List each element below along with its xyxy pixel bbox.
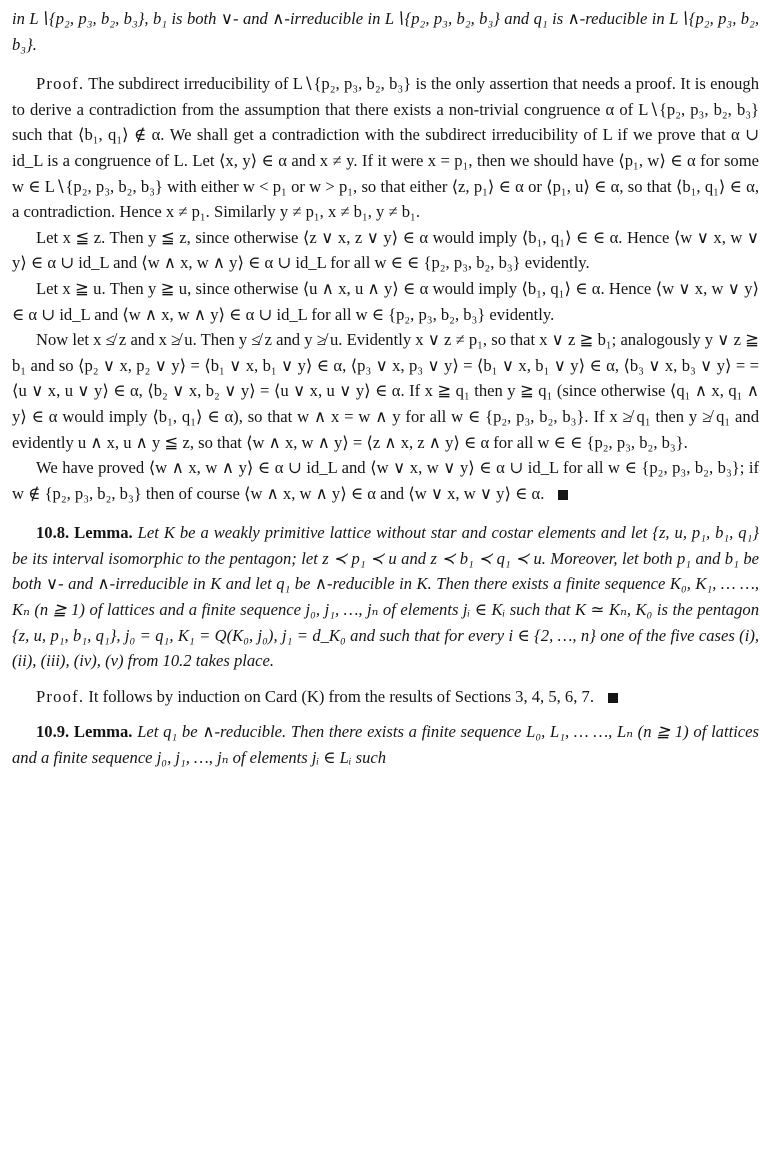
lemma-10-9-label: 10.9. Lemma. bbox=[36, 722, 133, 742]
paragraph-conclusion bbox=[12, 455, 759, 506]
paragraph-case-below-z: Let x ≦ z. Then y ≦ z, since otherwise ⟨z ∨ x, z ∨ y⟩ ∈ α would imply ⟨b₁, q₁⟩ ∈ ∈ α. Hence ⟨w ∨ x, w ∨ y⟩ ∈ α ∪ id_L and ⟨w ∧ x, w ∧ y⟩ ∈ α ∪ id_L for all w ∈ ∈ {p₂, p₃, b₂, b₃} evidently. bbox=[12, 227, 759, 273]
qed-symbol bbox=[608, 693, 618, 703]
lemma-10-8-label: 10.8. Lemma. bbox=[36, 523, 133, 543]
proof-label: Proof. bbox=[36, 74, 85, 94]
paragraph-case-above-u: Let x ≧ u. Then y ≧ u, since otherwise ⟨u ∧ x, u ∧ y⟩ ∈ α would imply ⟨b₁, q₁⟩ ∈ α. Hence ⟨w ∨ x, w ∨ y⟩ ∈ α ∪ id_L and ⟨w ∧ x, w ∧ y⟩ ∈ α ∪ id_L for all w ∈ {p₂, p₃, b₂, b₃} evidently. bbox=[12, 278, 759, 324]
proof-paragraph bbox=[12, 71, 759, 225]
proof-label: Proof. bbox=[36, 686, 85, 706]
lemma-10-9 bbox=[12, 719, 759, 770]
lemma-10-8-text: Let K be a weakly primitive lattice without star and costar elements and let {z, u, p₁, b₁, q₁} be its interval isomorphic to the pentagon; let z ≺ p₁ ≺ u and z ≺ b₁ ≺ q₁ ≺ u. Moreover, let both p₁ and b₁ be both ∨- and ∧-irreducible in K and let q₁ be ∧-reducible in K. Then there exists a finite sequence K₀, K₁, … …, Kₙ (n ≧ 1) of lattices and a finite sequence j₀, j₁, …, jₙ of elements jᵢ ∈ Kᵢ such that K ≃ Kₙ, K₀ is the pentagon {z, u, p₁, b₁, q₁}, j₀ = q₁, K₁ = Q(K₀, j₀), j₁ = d_K₀ and such that for every i ∈ {2, …, n} one of the five cases (i), (ii), (iii), (iv), (v) from 10.2 takes place. bbox=[12, 523, 759, 671]
paragraph-continuation: in L∖{p₂, p₃, b₂, b₃}, b₁ is both ∨- and ∧-irreducible in L∖{p₂, p₃, b₂, b₃} and q₁ is ∧-reducible in L∖{p₂, p₃, b₂, b₃}. bbox=[12, 9, 759, 54]
conclusion-text: We have proved ⟨w ∧ x, w ∧ y⟩ ∈ α ∪ id_L and ⟨w ∨ x, w ∨ y⟩ ∈ α ∪ id_L for all w ∈ {p₂, p₃, b₂, b₃}; if w ∉ {p₂, p₃, b₂, b₃} then of course ⟨w ∧ x, w ∧ y⟩ ∈ α and ⟨w ∨ x, w ∨ y⟩ ∈ α. bbox=[12, 458, 759, 503]
proof-lemma-10-8 bbox=[12, 684, 759, 710]
qed-symbol bbox=[558, 490, 568, 500]
lemma-10-8 bbox=[12, 520, 759, 674]
proof-text: It follows by induction on Card (K) from the results of Sections 3, 4, 5, 6, 7. bbox=[84, 686, 594, 706]
paragraph-case-general: Now let x ≰ z and x ≱ u. Then y ≰ z and y ≱ u. Evidently x ∨ z ≠ p₁, so that x ∨ z ≧ b₁; analogously y ∨ z ≧ b₁ and so ⟨p₂ ∨ x, p₂ ∨ y⟩ = ⟨b₁ ∨ x, b₁ ∨ y⟩ ∈ α, ⟨p₃ ∨ x, p₃ ∨ y⟩ = ⟨b₁ ∨ x, b₁ ∨ y⟩ ∈ α, ⟨b₃ ∨ x, b₃ ∨ y⟩ = = ⟨u ∨ x, u ∨ y⟩ ∈ α, ⟨b₂ ∨ x, b₂ ∨ y⟩ = ⟨u ∨ x, u ∨ y⟩ ∈ α. If x ≧ q₁ then y ≧ q₁ (since otherwise ⟨q₁ ∧ x, q₁ ∧ y⟩ ∈ α would imply ⟨b₁, q₁⟩ ∈ α), so that w ∧ x = w ∧ y for all w ∈ {p₂, p₃, b₂, b₃}. If x ≱ q₁ then y ≱ q₁ and evidently u ∧ x, u ∧ y ≦ z, so that ⟨w ∧ x, w ∧ y⟩ = ⟨z ∧ x, z ∧ y⟩ ∈ α for all w ∈ ∈ {p₂, p₃, b₂, b₃}. bbox=[12, 330, 759, 452]
proof-text: The subdirect irreducibility of L∖{p₂, p₃, b₂, b₃} is the only assertion that needs a proof. It is enough to derive a contradiction from the assumption that there exists a non-trivial congruence α of L∖{p₂, p₃, b₂, b₃} such that ⟨b₁, q₁⟩ ∉ α. We shall get a contradiction with the subdirect irreducibility of L if we prove that α ∪ id_L is a congruence of L. Let ⟨x, y⟩ ∈ α and x ≠ y. If it were x = p₁, then we should have ⟨p₁, w⟩ ∈ α for some w ∈ L∖{p₂, p₃, b₂, b₃} with either w < p₁ or w > p₁, so that either ⟨z, p₁⟩ ∈ α or ⟨p₁, u⟩ ∈ α, so that ⟨b₁, q₁⟩ ∈ α, a contradiction. Hence x ≠ p₁. Similarly y ≠ p₁, x ≠ b₁, y ≠ b₁. bbox=[12, 74, 759, 222]
lemma-10-9-text: Let q₁ be ∧-reducible. Then there exists a finite sequence L₀, L₁, … …, Lₙ (n ≧ 1) of lattices and a finite sequence j₀, j₁, …, jₙ of elements jᵢ ∈ Lᵢ such bbox=[12, 722, 759, 768]
